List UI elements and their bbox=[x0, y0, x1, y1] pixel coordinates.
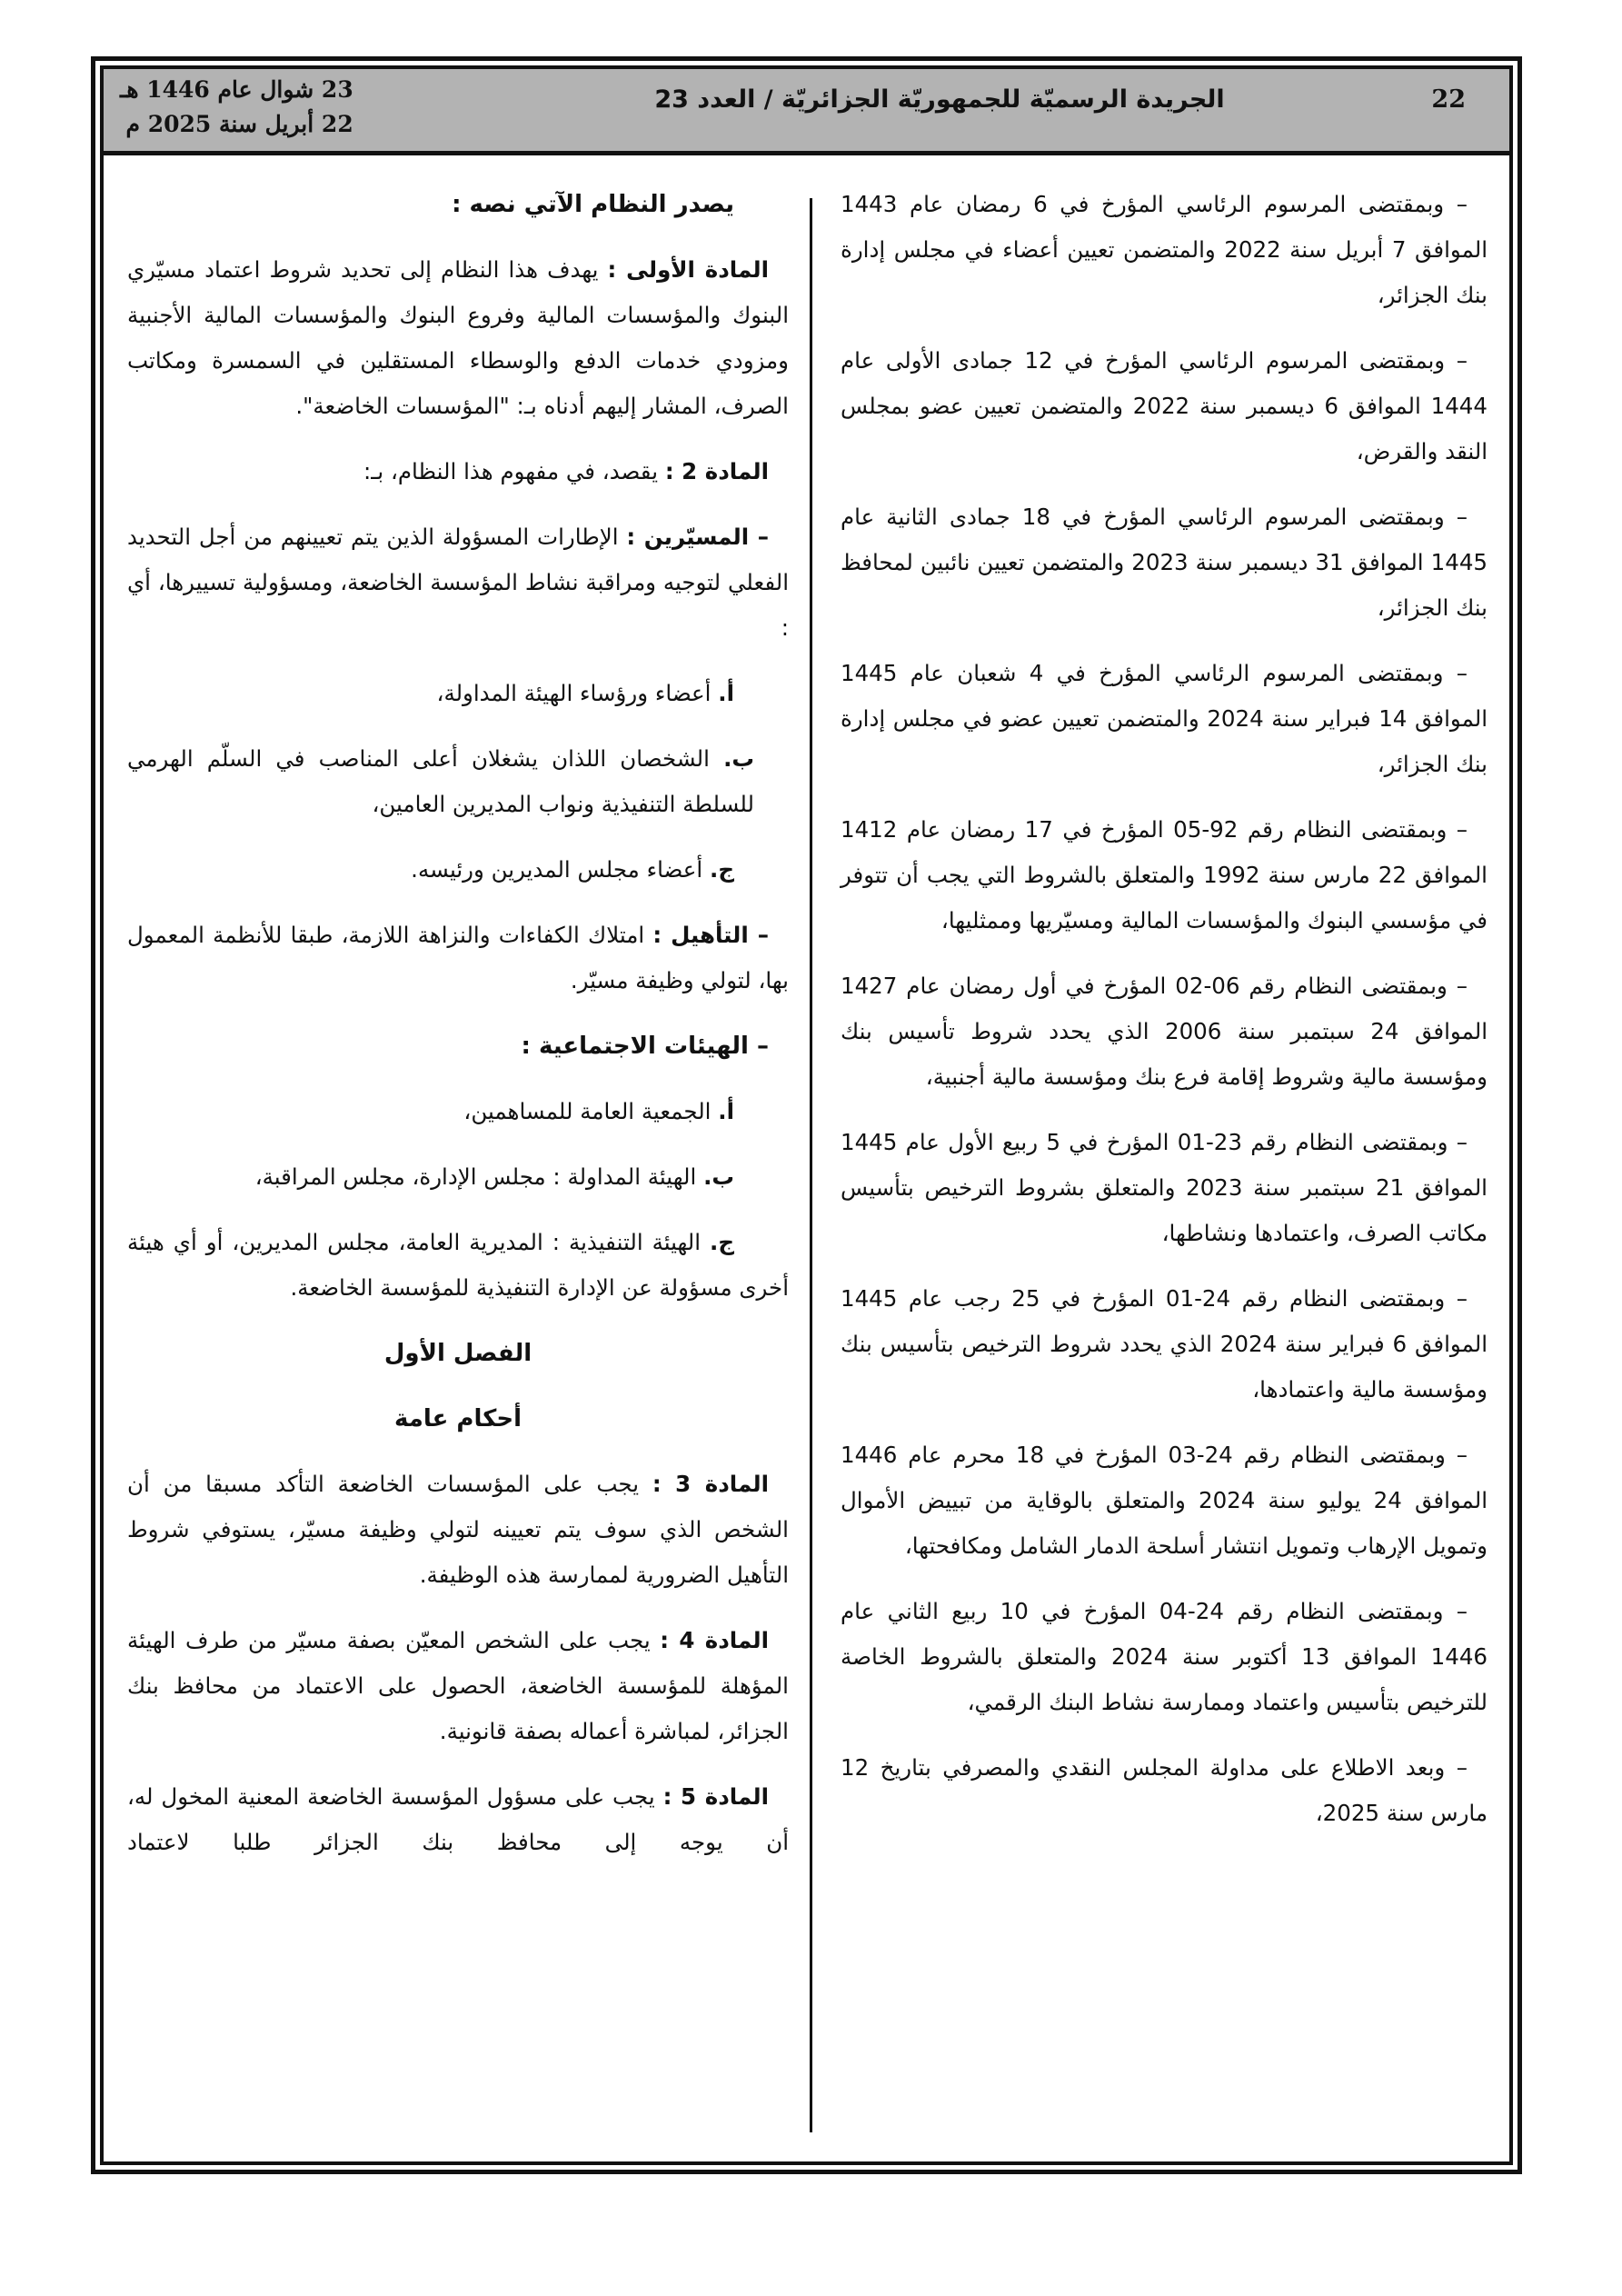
preamble-paragraph: – وبمقتضى المرسوم الرئاسي المؤرخ في 4 شعبان عام 1445 الموافق 14 فبراير سنة 2024 والمتضمن تعيين عضو في مجلس إدارة بنك الجزائر، bbox=[841, 660, 1488, 777]
preamble-paragraph: – وبمقتضى النظام رقم 24-03 المؤرخ في 18 محرم عام 1446 الموافق 24 يوليو سنة 2024 والمتعلق بالوقاية من تبييض الأموال وتمويل الإرهاب وتمويل انتشار أسلحة الدمار الشامل ومكافحتها، bbox=[841, 1442, 1488, 1559]
item-text: الشخصان اللذان يشغلان أعلى المناصب في السلّم الهرمي للسلطة التنفيذية ونواب المديرين العامين، bbox=[127, 745, 754, 817]
list-item bbox=[127, 847, 789, 893]
article-label: المادة 4 : bbox=[660, 1627, 769, 1653]
article-label: المادة 2 : bbox=[664, 458, 769, 484]
chapter-subtitle: أحكام عامة bbox=[393, 1405, 522, 1433]
definition-text: الإطارات المسؤولة الذين يتم تعيينهم من أجل التحديد الفعلي لتوجيه ومراقبة نشاط المؤسسة الخاضعة، ومسؤولية تسييرها، أي : bbox=[127, 524, 789, 641]
article-3 bbox=[127, 1462, 789, 1598]
article-5 bbox=[127, 1774, 789, 1865]
item-letter: ب. bbox=[703, 1163, 734, 1190]
preamble-paragraph: – وبمقتضى النظام رقم 92-05 المؤرخ في 17 رمضان عام 1412 الموافق 22 مارس سنة 1992 والمتعلق بالشروط التي يجب أن تتوفر في مؤسسي البنوك والمؤسسات المالية ومسيّريها وممثليها، bbox=[841, 816, 1488, 933]
definition-qualification bbox=[127, 913, 789, 1003]
hijri-date: 23 شوال عام 1446 هـ bbox=[120, 76, 353, 103]
article-text: يجب على الشخص المعيّن بصفة مسيّر من طرف الهيئة المؤهلة للمؤسسة الخاضعة، الحصول على الاعتماد من محافظ بنك الجزائر، لمباشرة أعماله بصفة قانونية. bbox=[127, 1627, 789, 1744]
preamble-paragraph: – وبمقتضى النظام رقم 23-01 المؤرخ في 5 ربيع الأول عام 1445 الموافق 21 سبتمبر سنة 2023 والمتعلق بشروط الترخيص بتأسيس مكاتب الصرف، واعتمادها ونشاطها، bbox=[841, 1129, 1488, 1246]
definition-label: – التأهيل : bbox=[652, 922, 769, 948]
preamble-paragraph: – وبمقتضى المرسوم الرئاسي المؤرخ في 18 جمادى الثانية عام 1445 الموافق 31 ديسمبر سنة 2023 والمتضمن تعيين نائبين لمحافظ بنك الجزائر، bbox=[841, 504, 1488, 621]
preamble-paragraph: – وبمقتضى النظام رقم 06-02 المؤرخ في أول رمضان عام 1427 الموافق 24 سبتمبر سنة 2006 الذي يحدد شروط تأسيس بنك ومؤسسة مالية وشروط إقامة فرع بنك ومؤسسة مالية أجنبية، bbox=[841, 973, 1488, 1090]
item-letter: ج. bbox=[710, 856, 734, 883]
definition-managers bbox=[127, 514, 789, 651]
preamble-paragraph: – وبمقتضى النظام رقم 24-04 المؤرخ في 10 ربيع الثاني عام 1446 الموافق 13 أكتوبر سنة 2024 والمتعلق بالشروط الخاصة للترخيص بتأسيس واعتماد وممارسة نشاط البنك الرقمي، bbox=[841, 1598, 1488, 1715]
item-text: الجمعية العامة للمساهمين، bbox=[463, 1098, 719, 1124]
gregorian-date: 22 أبريل سنة 2025 م bbox=[125, 111, 353, 137]
chapter-title: الفصل الأول bbox=[383, 1340, 532, 1367]
gazette-title: الجريدة الرسميّة للجمهوريّة الجزائريّة / العدد 23 bbox=[654, 85, 1225, 114]
article-label: المادة الأولى : bbox=[607, 256, 769, 283]
list-item bbox=[127, 1154, 789, 1200]
article-label: المادة 5 : bbox=[662, 1783, 769, 1810]
item-text: أعضاء مجلس المديرين ورئيسه. bbox=[411, 856, 711, 883]
list-item bbox=[127, 736, 789, 827]
definition-label: – المسيّرين : bbox=[626, 524, 769, 550]
item-letter: أ. bbox=[718, 1098, 734, 1124]
article-text: يقصد، في مفهوم هذا النظام، بـ: bbox=[363, 458, 665, 484]
preamble-paragraph: – وبمقتضى المرسوم الرئاسي المؤرخ في 6 رمضان عام 1443 الموافق 7 أبريل سنة 2022 والمتضمن تعيين أعضاء في مجلس إدارة بنك الجزائر، bbox=[841, 191, 1488, 308]
page-number: 22 bbox=[1431, 85, 1466, 114]
article-text: يجب على مسؤول المؤسسة الخاضعة المعنية المخول له، أن يوجه إلى محافظ بنك الجزائر طلبا لاعتماد bbox=[127, 1783, 789, 1855]
article-2 bbox=[127, 449, 789, 494]
preamble-paragraph: – وبمقتضى النظام رقم 24-01 المؤرخ في 25 رجب عام 1445 الموافق 6 فبراير سنة 2024 الذي يحدد شروط الترخيص بتأسيس بنك ومؤسسة مالية واعتمادها، bbox=[841, 1285, 1488, 1403]
article-4 bbox=[127, 1618, 789, 1754]
article-label: المادة 3 : bbox=[652, 1471, 770, 1497]
list-item bbox=[127, 1220, 789, 1311]
item-text: الهيئة التنفيذية : المديرية العامة، مجلس المديرين، أو أي هيئة أخرى مسؤولة عن الإدارة التنفيذية للمؤسسة الخاضعة. bbox=[127, 1229, 789, 1301]
list-item bbox=[127, 671, 789, 716]
item-letter: ج. bbox=[710, 1229, 734, 1255]
item-text: أعضاء ورؤساء الهيئة المداولة، bbox=[436, 680, 719, 706]
article-text: يجب على المؤسسات الخاضعة التأكد مسبقا من أن الشخص الذي سوف يتم تعيينه لتولي وظيفة مسيّر، يستوفي شروط التأهيل الضرورية لممارسة هذه الوظيفة. bbox=[127, 1471, 789, 1588]
item-letter: ب. bbox=[723, 745, 754, 772]
article-1 bbox=[127, 247, 789, 429]
left-column bbox=[127, 182, 789, 1885]
right-column bbox=[841, 182, 1488, 1856]
page-header bbox=[104, 69, 1509, 155]
item-text: الهيئة المداولة : مجلس الإدارة، مجلس المراقبة، bbox=[254, 1163, 704, 1190]
item-letter: أ. bbox=[718, 680, 734, 706]
list-item bbox=[127, 1089, 789, 1134]
definition-text: امتلاك الكفاءات والنزاهة اللازمة، طبقا للأنظمة المعمول بها، لتولي وظيفة مسيّر. bbox=[127, 922, 789, 993]
preamble-paragraph: – وبعد الاطلاع على مداولة المجلس النقدي والمصرفي بتاريخ 12 مارس سنة 2025، bbox=[841, 1754, 1488, 1826]
article-text: يهدف هذا النظام إلى تحديد شروط اعتماد مسيّري البنوك والمؤسسات المالية وفروع البنوك والمؤسسات المالية الأجنبية ومزودي خدمات الدفع والوسطاء المستقلين في السمسرة ومكاتب الصرف، المشار إليهم أدناه بـ: "المؤسسات الخاضعة". bbox=[127, 256, 789, 419]
enactment-heading: يصدر النظام الآتي نصه : bbox=[452, 191, 734, 218]
column-divider bbox=[810, 198, 812, 2132]
preamble-paragraph: – وبمقتضى المرسوم الرئاسي المؤرخ في 12 جمادى الأولى عام 1444 الموافق 6 ديسمبر سنة 2022 والمتضمن تعيين عضو بمجلس النقد والقرض، bbox=[841, 347, 1488, 464]
issue-date bbox=[120, 73, 353, 142]
social-bodies-heading: – الهيئات الاجتماعية : bbox=[521, 1033, 769, 1060]
